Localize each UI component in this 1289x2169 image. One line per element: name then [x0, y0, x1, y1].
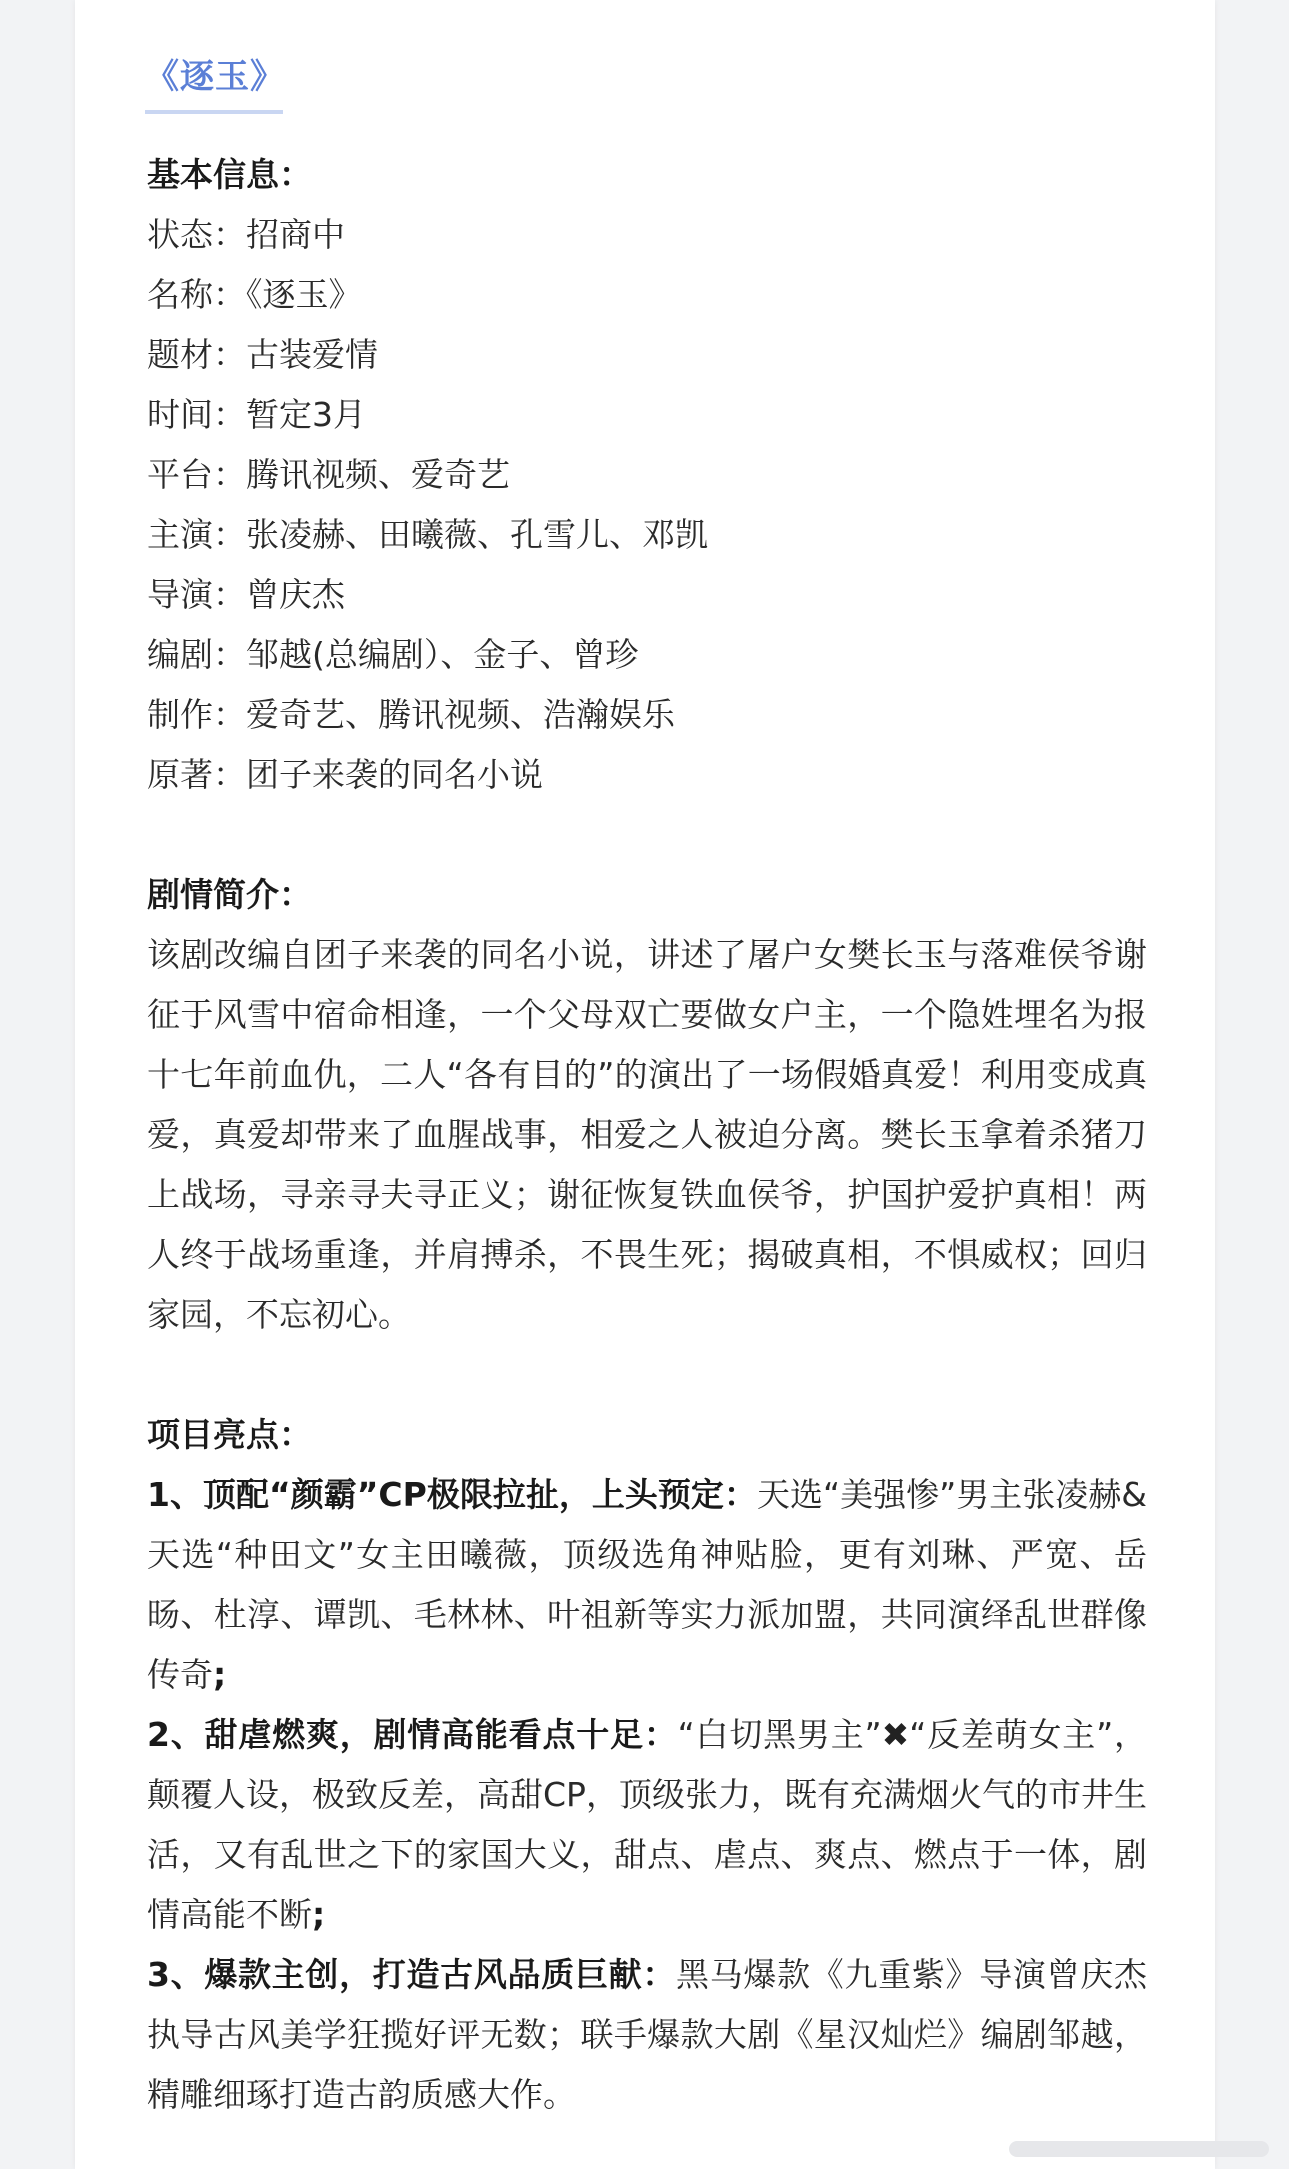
info-row-cast: 主演：张凌赫、田曦薇、孔雪儿、邓凯: [147, 515, 708, 554]
basic-info-list: [147, 205, 1147, 805]
page-title[interactable]: 《逐玉》: [145, 57, 285, 97]
basic-info-heading: 基本信息：: [147, 155, 312, 194]
info-row-platform: 平台：腾讯视频、爱奇艺: [147, 455, 510, 494]
highlight-1-end: ;: [213, 1655, 227, 1694]
info-row-time: 时间：暂定3月: [147, 395, 366, 434]
article-content: [147, 145, 1147, 2125]
info-row-name: 名称：《逐玉》: [147, 275, 362, 314]
highlight-2-body-a: “白切黑男主”: [677, 1715, 882, 1754]
highlights-heading: 项目亮点：: [147, 1415, 312, 1454]
horizontal-scrollbar[interactable]: [1009, 2141, 1269, 2157]
highlight-item-2: [147, 1705, 1147, 1945]
info-row-director: 导演：曾庆杰: [147, 575, 345, 614]
highlight-2-body-b: “反差萌女主”，颠覆人设，极致反差，高甜CP，顶级张力，既有充满烟火气的市井生活，又有乱世之下的家国大义，甜点、虐点、爽点、燃点于一体，剧情高能不断: [147, 1715, 1147, 1934]
section-gap: [147, 1345, 1147, 1405]
highlight-2-end: ;: [312, 1895, 326, 1934]
title-underline: [145, 110, 283, 114]
highlight-2-lead: 2、甜虐燃爽，剧情高能看点十足：: [147, 1715, 678, 1754]
highlight-item-1: [147, 1465, 1147, 1705]
section-gap: [147, 805, 1147, 865]
highlight-item-3: [147, 1945, 1147, 2125]
info-row-original-work: 原著：团子来袭的同名小说: [147, 755, 543, 794]
info-row-status: 状态：招商中: [147, 215, 345, 254]
highlight-3-lead: 3、爆款主创，打造古风品质巨献：: [147, 1955, 677, 1994]
highlight-1-lead: 1、顶配“颜霸”CP极限拉扯，上头预定：: [147, 1475, 757, 1514]
synopsis-text: 该剧改编自团子来袭的同名小说，讲述了屠户女樊长玉与落难侯爷谢征于风雪中宿命相逢，一个父母双亡要做女户主，一个隐姓埋名为报十七年前血仇，二人“各有目的”的演出了一场假婚真爱！利用变成真爱，真爱却带来了血腥战事，相爱之人被迫分离。樊长玉拿着杀猪刀上战场，寻亲寻夫寻正义；谢征恢复铁血侯爷，护国护爱护真相！两人终于战场重逢，并肩搏杀，不畏生死；揭破真相，不惧威权；回归家园，不忘初心。: [147, 935, 1147, 1334]
synopsis-heading: 剧情简介：: [147, 875, 312, 914]
info-row-screenwriter: 编剧：邹越(总编剧）、金子、曾珍: [147, 635, 639, 674]
title-block: [145, 52, 285, 114]
info-row-genre: 题材：古装爱情: [147, 335, 378, 374]
cross-mark-icon: ✖: [881, 1715, 910, 1754]
highlight-3-body: 黑马爆款《九重紫》导演曾庆杰执导古风美学狂揽好评无数；联手爆款大剧《星汉灿烂》编剧邹越，精雕细琢打造古韵质感大作。: [147, 1955, 1147, 2114]
highlight-1-body: 天选“美强惨”男主张凌赫&天选“种田文”女主田曦薇，顶级选角神贴脸，更有刘琳、严宽、岳旸、杜淳、谭凯、毛林林、叶祖新等实力派加盟，共同演绎乱世群像传奇: [147, 1475, 1147, 1694]
info-row-production: 制作：爱奇艺、腾讯视频、浩瀚娱乐: [147, 695, 675, 734]
